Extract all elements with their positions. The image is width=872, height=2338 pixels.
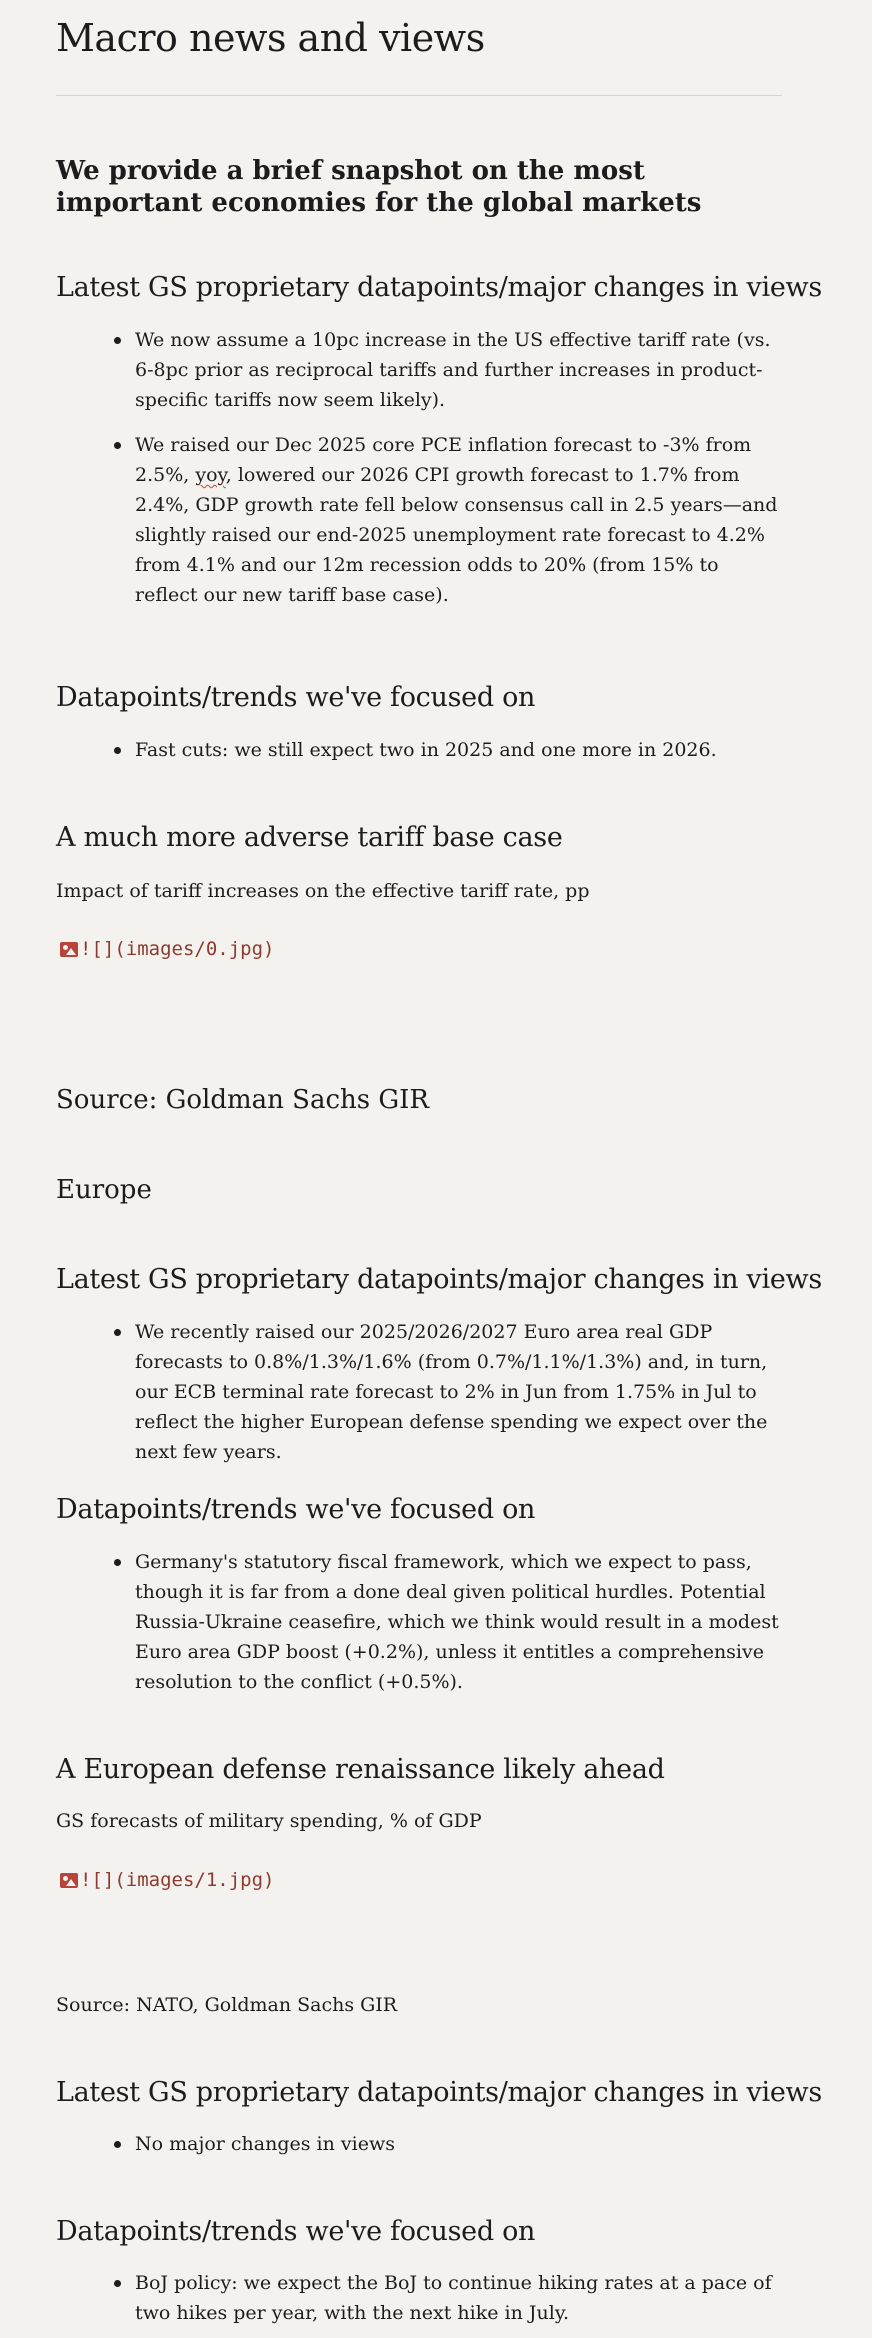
list-item: We recently raised our 2025/2026/2027 Euro area real GDP forecasts to 0.8%/1.3%/1.6% (from 0.7%/1.1%/1.3%) and, in turn, our ECB terminal rate forecast to 2% in Jun from 1.75% in Jul to reflect the higher European defense spending we expect over the next few years. <box>56 1317 782 1467</box>
list-item <box>56 430 782 610</box>
europe-label: Europe <box>56 1175 152 1205</box>
us-chart-title: A much more adverse tariff base case <box>56 822 563 853</box>
list-item: We now assume a 10pc increase in the US effective tariff rate (vs. 6-8pc prior as reciprocal tariffs and further increases in product-specific tariffs now seem likely). <box>56 325 782 415</box>
us-latest-list <box>56 325 782 610</box>
list-item: Germany's statutory fiscal framework, which we expect to pass, though it is far from a done deal given political hurdles. Potential Russia-Ukraine ceasefire, which we think would result in a modest Euro area GDP boost (+0.2%), unless it entitles a comprehensive resolution to the conflict (+0.5%). <box>56 1547 782 1697</box>
europe-latest-list <box>56 1317 782 1467</box>
europe-latest-heading: Latest GS proprietary datapoints/major changes in views <box>56 1264 822 1295</box>
us-focus-heading: Datapoints/trends we've focused on <box>56 682 536 713</box>
list-item: No major changes in views <box>56 2129 782 2159</box>
europe-chart-caption: GS forecasts of military spending, % of GDP <box>56 1810 482 1832</box>
us-chart-source: Source: Goldman Sachs GIR <box>56 1085 430 1115</box>
us-chart-image <box>60 938 274 960</box>
japan-latest-heading: Latest GS proprietary datapoints/major changes in views <box>56 2077 822 2108</box>
us-latest-heading: Latest GS proprietary datapoints/major changes in views <box>56 272 822 303</box>
europe-focus-heading: Datapoints/trends we've focused on <box>56 1494 536 1525</box>
europe-chart-source: Source: NATO, Goldman Sachs GIR <box>56 1994 398 2016</box>
page-title: Macro news and views <box>56 16 485 60</box>
europe-chart-title: A European defense renaissance likely ahead <box>56 1754 665 1785</box>
article-subtitle: We provide a brief snapshot on the most important economies for the global markets <box>56 156 702 218</box>
us-chart-caption: Impact of tariff increases on the effective tariff rate, pp <box>56 880 590 902</box>
europe-chart-image <box>60 1869 274 1891</box>
title-divider <box>56 95 782 96</box>
list-item: BoJ policy: we expect the BoJ to continue hiking rates at a pace of two hikes per year, with the next hike in July. <box>56 2268 782 2328</box>
us-focus-list <box>56 735 782 765</box>
japan-latest-list <box>56 2129 782 2159</box>
japan-focus-list <box>56 2268 782 2328</box>
list-item-text: We raised our Dec 2025 core PCE inflation forecast to -3% from 2.5%, <box>135 434 752 486</box>
europe-focus-list <box>56 1547 782 1697</box>
spellcheck-flag[interactable]: yoy <box>195 464 226 486</box>
list-item-text: , lowered our 2026 CPI growth forecast to 1.7% from 2.4%, GDP growth rate fell below consensus call in 2.5 years—and slightly raised our end-2025 unemployment rate forecast to 4.2% from 4.1% and our 12m recession odds to 20% (from 15% to reflect our new tariff base case). <box>135 464 778 606</box>
list-item: Fast cuts: we still expect two in 2025 and one more in 2026. <box>56 735 782 765</box>
image-placeholder-text: ![](images/0.jpg) <box>80 938 275 960</box>
japan-focus-heading: Datapoints/trends we've focused on <box>56 2216 536 2247</box>
image-placeholder-text: ![](images/1.jpg) <box>80 1869 275 1891</box>
broken-image-icon <box>60 942 78 957</box>
broken-image-icon <box>60 1873 78 1888</box>
